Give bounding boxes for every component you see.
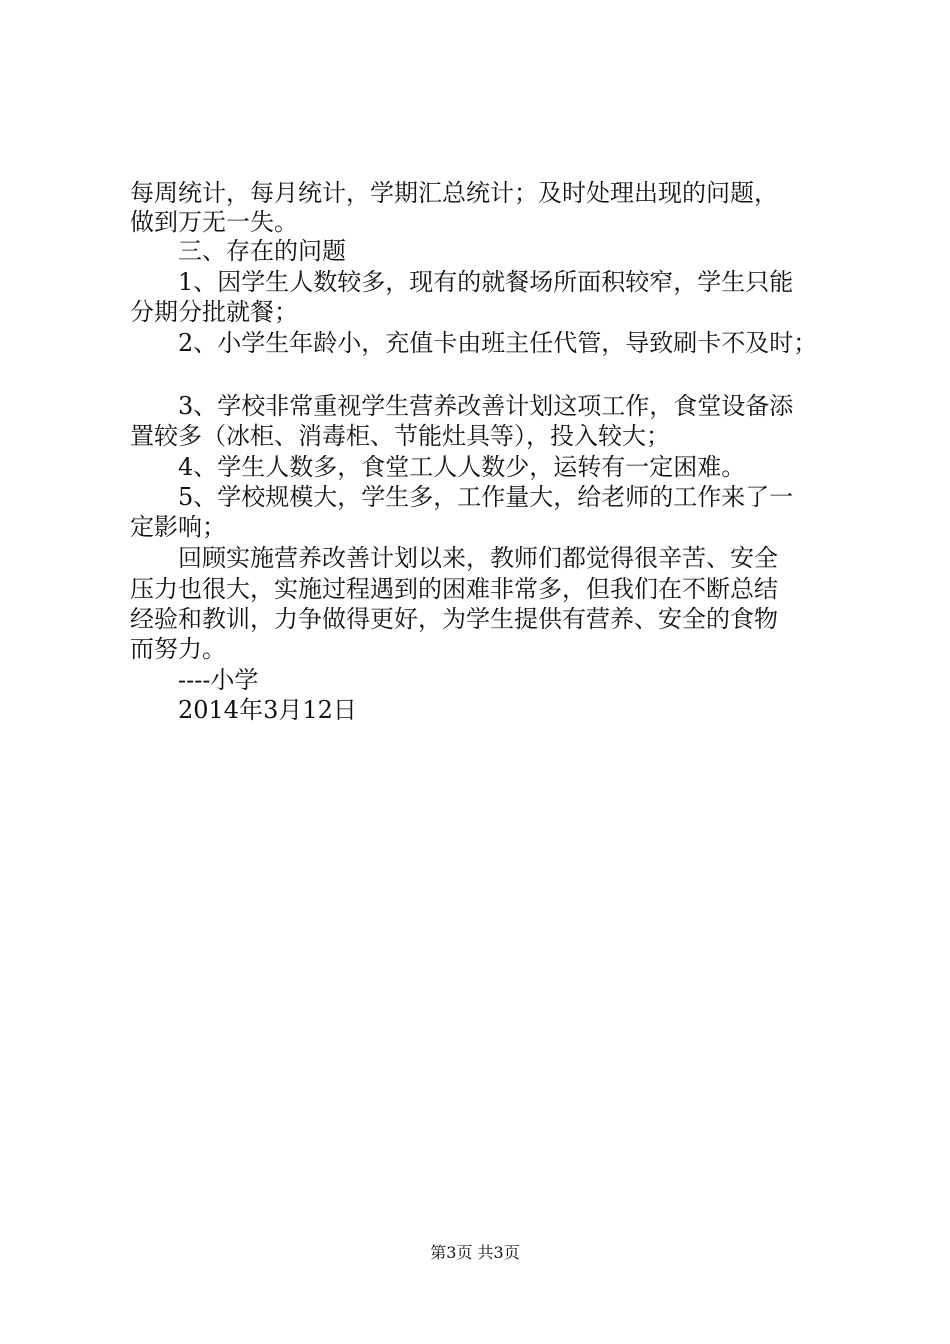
text-line: 每周统计，每月统计，学期汇总统计；及时处理出现的问题， [130,179,778,207]
page-footer: 第3页 共3页 [430,1243,520,1262]
text-line: 5、学校规模大，学生多，工作量大，给老师的工作来了一 [130,483,794,511]
text-line: 置较多（冰柜、消毒柜、节能灶具等），投入较大； [130,422,670,450]
text-line: 压力也很大，实施过程遇到的困难非常多，但我们在不断总结 [130,575,778,603]
text-line: 3、学校非常重视学生营养改善计划这项工作，食堂设备添 [130,392,794,420]
text-line: 做到万无一失。 [130,208,298,236]
text-line: 回顾实施营养改善计划以来，教师们都觉得很辛苦、安全 [130,544,778,572]
section-heading: 三、存在的问题 [130,237,346,265]
text-line: 2、小学生年龄小，充值卡由班主任代管，导致刷卡不及时； [130,329,818,357]
text-line: 经验和教训，力争做得更好，为学生提供有营养、安全的食物 [130,605,778,633]
text-line: 定影响； [130,513,226,541]
text-line: 4、学生人数多，食堂工人人数少，运转有一定困难。 [130,453,746,481]
date-line: 2014年3月12日 [130,696,357,724]
text-line: 而努力。 [130,635,226,663]
signature-line: ----小学 [130,666,259,694]
text-line: 1、因学生人数较多，现有的就餐场所面积较窄，学生只能 [130,268,794,296]
text-line: 分期分批就餐； [130,298,298,326]
